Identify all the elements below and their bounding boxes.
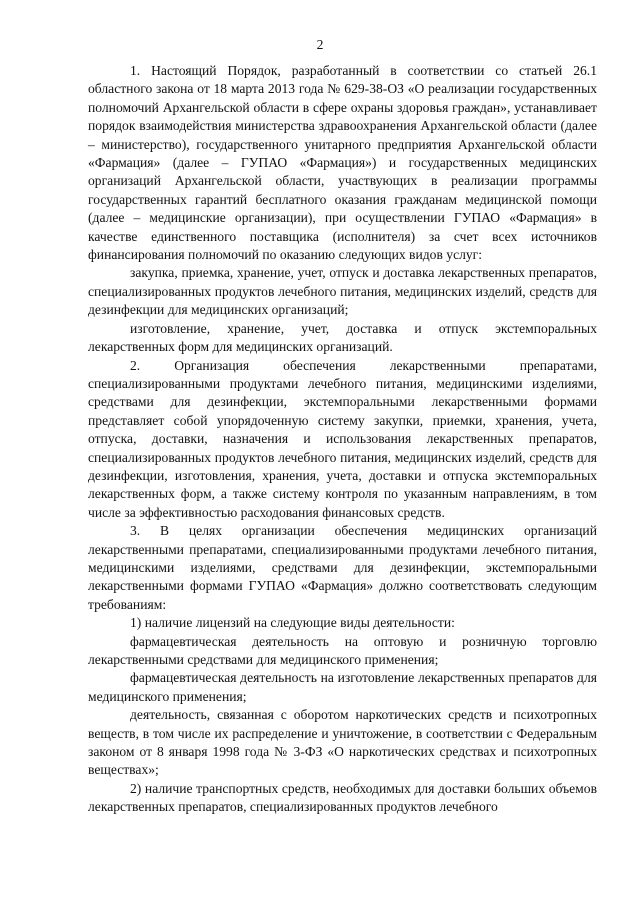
- paragraph-1-item-procurement: закупка, приемка, хранение, учет, отпуск и доставка лекарственных препаратов, специализированных продуктов лечебного питания, медицинских изделий, средств для дезинфекции для медицинских организаций;: [88, 265, 597, 318]
- license-narcotics: деятельность, связанная с оборотом наркотических средств и психотропных веществ, в том числе их распределение и уничтожение, в соответствии с Федеральным законом от 8 января 1998 года № 3-ФЗ «О наркотических средствах и психотропных веществах»;: [88, 707, 597, 778]
- document-body: [88, 62, 597, 817]
- paragraph-1-item-manufacturing: изготовление, хранение, учет, доставка и отпуск экстемпоральных лекарственных форм для медицинских организаций.: [88, 320, 597, 355]
- paragraph-3-subitem-1: 1) наличие лицензий на следующие виды деятельности:: [130, 615, 455, 631]
- license-wholesale-retail: фармацевтическая деятельность на оптовую и розничную торговлю лекарственными средствами для медицинского применения;: [88, 633, 597, 667]
- paragraph-2: 2. Организация обеспечения лекарственными препаратами, специализированными продуктами лечебного питания, медицинскими изделиями, средствами для дезинфекции, экстемпоральными лекарственными формами представляет собой упорядоченную систему закупки, приемки, хранения, учета, отпуска, доставки, назначения и использования лекарственных препаратов, специализированных продуктов лечебного питания, медицинских изделий, средств для дезинфекции, изготовления, хранения, учета, доставки и отпуска экстемпоральных лекарственных форм, а также систему контроля по указанным направлениям, в том числе за эффективностью расходования финансовых средств.: [88, 357, 597, 520]
- paragraph-1: 1. Настоящий Порядок, разработанный в соответствии со статьей 26.1 областного закона от 18 марта 2013 года № 629-38-ОЗ «О реализации государственных полномочий Архангельской области в сфере охраны здоровья граждан», устанавливает порядок взаимодействия министерства здравоохранения Архангельской области (далее – министерство), государственного унитарного предприятия Архангельской области «Фармация» (далее – ГУПАО «Фармация») и государственных медицинских организаций Архангельской области, участвующих в реализации программы государственных гарантий бесплатного оказания гражданам медицинской помощи (далее – медицинские организации), при осуществлении ГУПАО «Фармация» в качестве единственного поставщика (исполнителя) за счет всех источников финансирования полномочий по оказанию следующих видов услуг:: [88, 63, 597, 263]
- paragraph-3-subitem-2: 2) наличие транспортных средств, необходимых для доставки больших объемов лекарственных препаратов, специализированных продуктов лечебного: [88, 780, 597, 815]
- paragraph-3: 3. В целях организации обеспечения медицинских организаций лекарственными препаратами, специализированными продуктами лечебного питания, медицинскими изделиями, средствами для дезинфекции, экстемпоральными лекарственными формами ГУПАО «Фармация» должно соответствовать следующим требованиям:: [88, 523, 597, 612]
- page-number: 2: [316, 37, 324, 52]
- license-manufacturing: фармацевтическая деятельность на изготовление лекарственных препаратов для медицинского применения;: [88, 670, 597, 704]
